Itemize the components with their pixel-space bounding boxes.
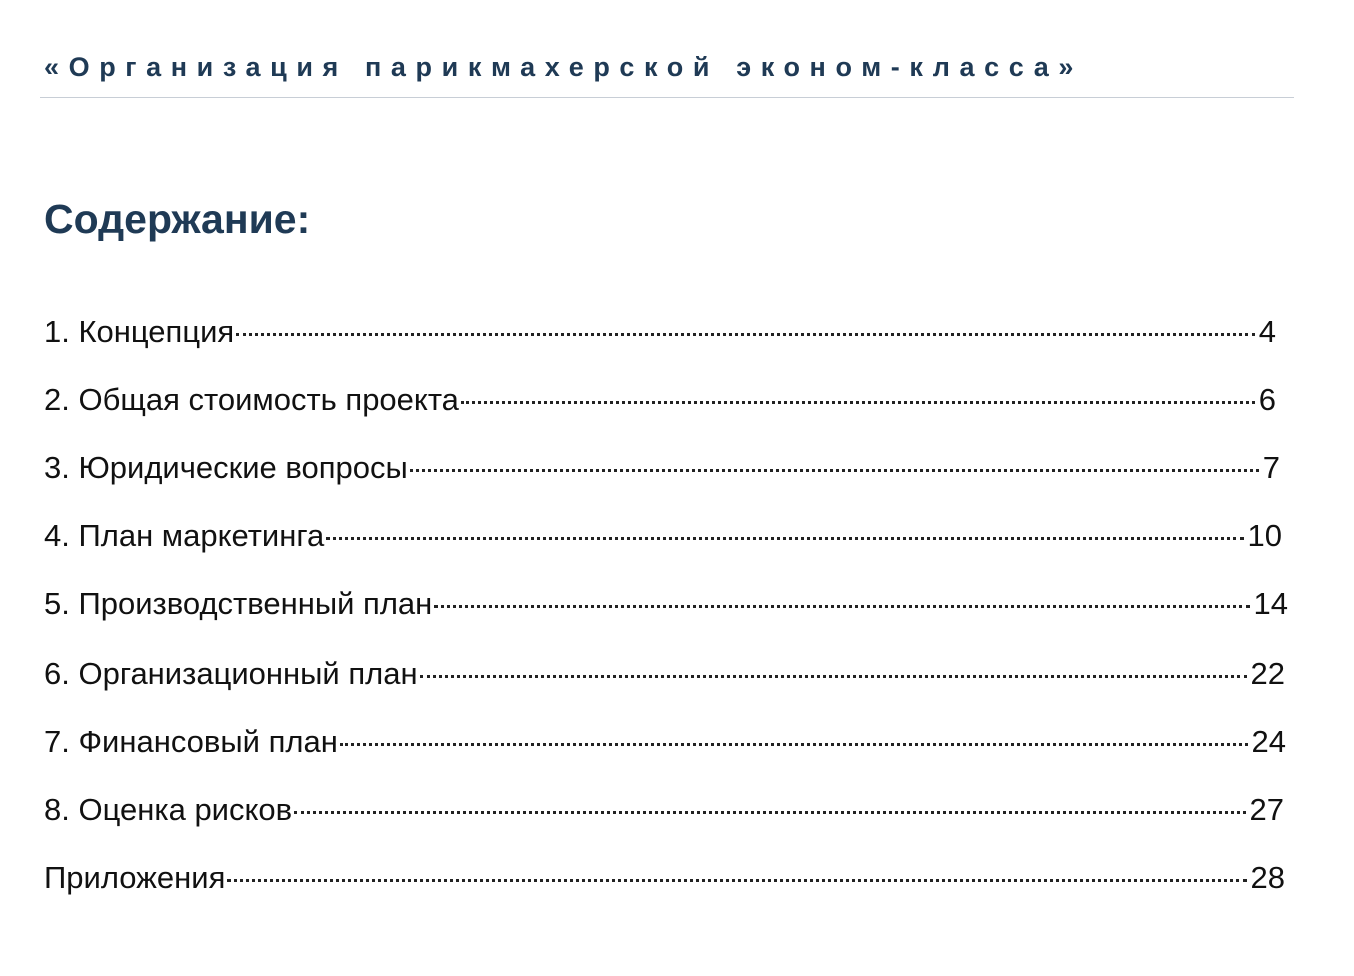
toc-entry-label: Приложения bbox=[44, 860, 226, 895]
toc-dot-leader bbox=[410, 469, 1259, 472]
toc-dot-leader bbox=[227, 879, 1246, 882]
toc-entry-marketing-plan[interactable] bbox=[44, 517, 1282, 555]
toc-entry-label: 6. Организационный план bbox=[44, 656, 418, 691]
toc-dot-leader bbox=[461, 401, 1255, 404]
toc-entry-page-number: 4 bbox=[1258, 314, 1276, 349]
toc-entry-financial-plan[interactable] bbox=[44, 723, 1286, 761]
toc-entry-page-number: 28 bbox=[1250, 860, 1285, 895]
toc-entry-production-plan[interactable] bbox=[44, 585, 1288, 623]
toc-dot-leader bbox=[326, 537, 1243, 540]
toc-entry-organizational-plan[interactable] bbox=[44, 655, 1285, 693]
toc-entry-label: 5. Производственный план bbox=[44, 586, 433, 621]
toc-entry-label: 1. Концепция bbox=[44, 314, 235, 349]
toc-entry-page-number: 27 bbox=[1249, 792, 1284, 827]
toc-entry-label: 4. План маркетинга bbox=[44, 518, 325, 553]
toc-entry-page-number: 14 bbox=[1253, 586, 1288, 621]
toc-dot-leader bbox=[236, 333, 1255, 336]
toc-entry-label: 2. Общая стоимость проекта bbox=[44, 382, 459, 417]
toc-entry-page-number: 22 bbox=[1250, 656, 1285, 691]
toc-entry-appendices[interactable] bbox=[44, 859, 1285, 897]
toc-dot-leader bbox=[420, 675, 1247, 678]
toc-dot-leader bbox=[340, 743, 1248, 746]
toc-entry-page-number: 10 bbox=[1247, 518, 1282, 553]
toc-entry-page-number: 24 bbox=[1251, 724, 1286, 759]
toc-entry-legal-issues[interactable] bbox=[44, 449, 1280, 487]
toc-entry-risk-assessment[interactable] bbox=[44, 791, 1284, 829]
toc-dot-leader bbox=[434, 605, 1249, 608]
toc-entry-label: 7. Финансовый план bbox=[44, 724, 338, 759]
toc-entry-label: 3. Юридические вопросы bbox=[44, 450, 408, 485]
toc-entry-page-number: 7 bbox=[1262, 450, 1280, 485]
toc-entry-concept[interactable] bbox=[44, 313, 1276, 351]
toc-dot-leader bbox=[294, 811, 1245, 814]
toc-entry-project-cost[interactable] bbox=[44, 381, 1276, 419]
toc-entry-label: 8. Оценка рисков bbox=[44, 792, 293, 827]
toc-heading: Содержание: bbox=[44, 196, 311, 242]
toc-entry-page-number: 6 bbox=[1258, 382, 1276, 417]
document-header-title: «Организация парикмахерской эконом-класса» bbox=[44, 52, 1083, 82]
